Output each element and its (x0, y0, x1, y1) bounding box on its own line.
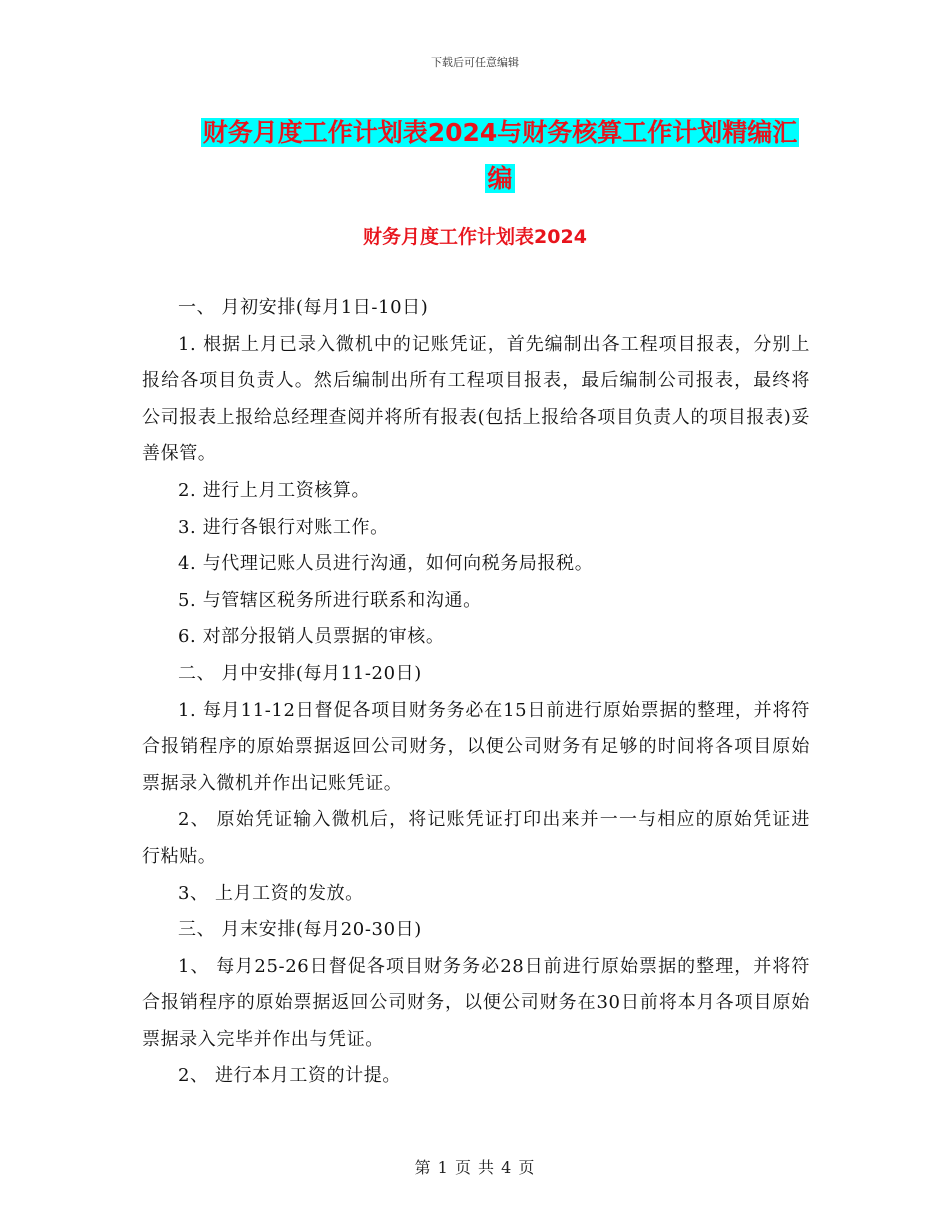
document-title-line-2: 编 (487, 164, 513, 193)
document-title-line-1: 财务月度工作计划表2024与财务核算工作计划精编汇 (202, 118, 798, 147)
document-title (140, 110, 860, 202)
page-footer: 第 1 页 共 4 页 (414, 1158, 536, 1177)
section-heading-mid-month: 二、 月中安排(每月11-20日) (178, 662, 422, 684)
paragraph: 3. 进行各银行对账工作。 (178, 516, 389, 538)
section-heading-early-month: 一、 月初安排(每月1日-10日) (178, 297, 429, 318)
section-title: 财务月度工作计划表2024 (363, 226, 587, 248)
paragraph: 2. 进行上月工资核算。 (178, 479, 371, 501)
paragraph: 3、 上月工资的发放。 (178, 882, 364, 904)
paragraph: 2、 进行本月工资的计提。 (178, 1065, 401, 1087)
header-note: 下载后可任意编辑 (431, 56, 519, 69)
paragraph: 1. 根据上月已录入微机中的记账凭证，首先编制出各工程项目报表，分别上报给各项目负责人。然后编制出所有工程项目报表，最后编制公司报表，最终将公司报表上报给总经理查阅并将所有报表(包括上报给各项目负责人的项目报表)妥善保管。 (142, 333, 810, 465)
paragraph: 1、 每月25-26日督促各项目财务务必28日前进行原始票据的整理，并将符合报销程序的原始票据返回公司财务，以便公司财务在30日前将本月各项目原始票据录入完毕并作出与凭证。 (142, 955, 810, 1050)
section-heading-end-month: 三、 月末安排(每月20-30日) (178, 919, 422, 941)
paragraph: 2、 原始凭证输入微机后，将记账凭证打印出来并一一与相应的原始凭证进行粘贴。 (142, 809, 810, 867)
paragraph: 4. 与代理记账人员进行沟通，如何向税务局报税。 (178, 553, 594, 575)
paragraph: 5. 与管辖区税务所进行联系和沟通。 (178, 589, 482, 611)
document-body (142, 290, 810, 1095)
paragraph: 1. 每月11-12日督促各项目财务务必在15日前进行原始票据的整理，并将符合报销程序的原始票据返回公司财务，以便公司财务有足够的时间将各项目原始票据录入微机并作出记账凭证。 (142, 699, 810, 794)
paragraph: 6. 对部分报销人员票据的审核。 (178, 626, 445, 648)
